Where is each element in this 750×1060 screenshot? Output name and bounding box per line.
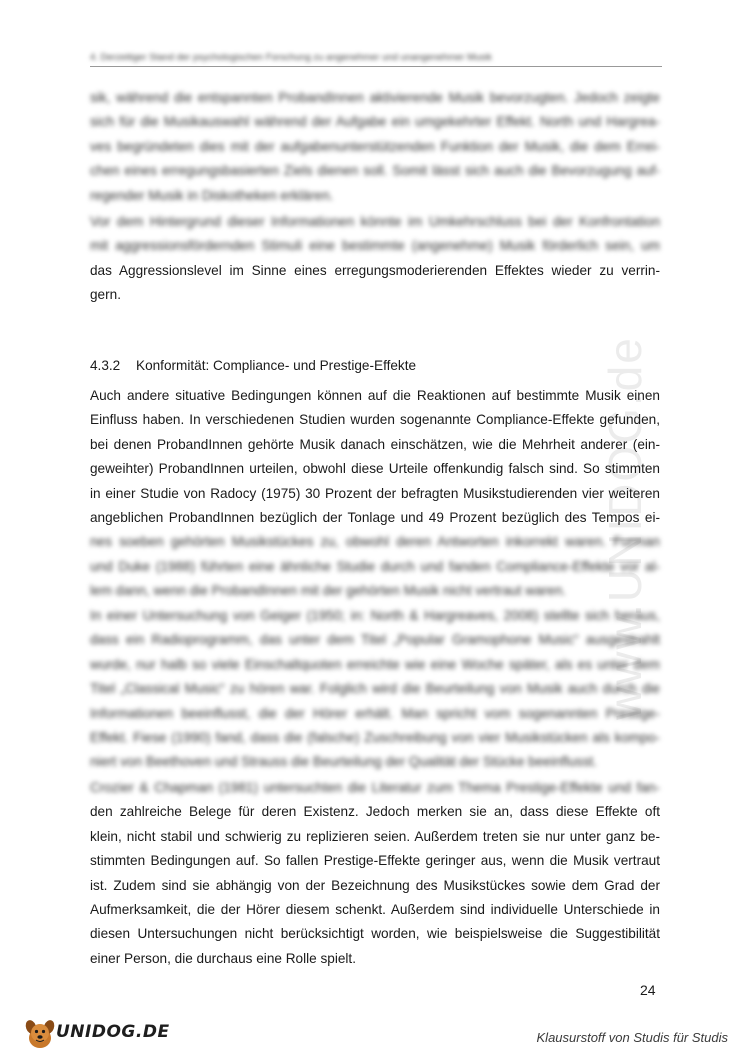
text-line: den zahlreiche Belege für deren Existenz. Jedoch merken sie an, dass diese Effekte oft xyxy=(90,804,660,820)
text-line: ist. Zudem sind sie abhängig von der Bezeichnung des Musikstückes sowie dem Grad der xyxy=(90,877,660,893)
text-line: Aufmerksamkeit, die der Hörer diesem schenkt. Außerdem sind individuelle Unterschiede in xyxy=(90,902,660,918)
text-line: nes soeben gehörten Musikstückes zu, obwohl deren Antworten inkorrekt waren. Furman xyxy=(90,534,660,550)
paragraph-2 xyxy=(90,210,660,308)
text-line: in einer Studie von Radocy (1975) 30 Prozent der befragten Musikstudierenden vier weiteren xyxy=(90,485,660,501)
section-title: Konformität: Compliance- und Prestige-Effekte xyxy=(136,358,417,373)
text-line: Vor dem Hintergrund dieser Informationen könnte im Umkehrschluss bei der Konfrontation xyxy=(90,214,660,229)
logo-text: UNIDOG.DE xyxy=(56,1022,170,1042)
text-line: chen eines erregungsbasierten Ziels dienen soll. Somit lässt sich auch die Bevorzugung auf- xyxy=(90,163,660,179)
text-line: bei denen ProbandInnen gehörte Musik danach einschätzen, wie die Mehrheit anderer (ein- xyxy=(90,436,660,452)
text-line: In einer Untersuchung von Geiger (1950; in: North & Hargreaves, 2008) stellte sich heraus, xyxy=(90,608,660,623)
paragraph-5 xyxy=(90,776,660,971)
text-line: Informationen beeinflusst, die der Hörer erhält. Man spricht vom sogenannten Prestige- xyxy=(90,705,660,721)
text-line: niert von Beethoven und Strauss die Beurteilung der Qualität der Stücke beeinflusst. xyxy=(90,754,598,770)
page-number: 24 xyxy=(640,982,656,998)
text-line: Crozier & Chapman (1981) untersuchten die Literatur zum Thema Prestige-Effekte und fan- xyxy=(90,780,660,795)
paragraph-1 xyxy=(90,86,660,208)
text-line: Titel „Classical Music“ zu hören war. Folglich wird die Beurteilung von Musik auch durch die xyxy=(90,681,660,697)
text-line: gern. xyxy=(90,287,121,303)
text-line: dass ein Radioprogramm, das unter dem Titel „Popular Gramophone Music“ ausgestrahlt xyxy=(90,632,660,648)
running-head: 4. Derzeitiger Stand der psychologischen Forschung zu angenehmer und unangenehmer Musik xyxy=(90,52,492,63)
text-line: das Aggressionslevel im Sinne eines erregungsmoderierenden Effektes wieder zu verrin- xyxy=(90,262,660,278)
text-line: geweihter) ProbandInnen urteilen, obwohl diese Urteile offenkundig falsch sind. So stimmten xyxy=(90,461,660,477)
text-line: mit aggressionsfördernden Stimuli eine bestimmte (angenehme) Musik förderlich sein, um xyxy=(90,238,660,254)
text-line: angeblichen ProbandInnen bezüglich der Tonlage und 49 Prozent bezüglich des Tempos ei- xyxy=(90,510,660,526)
header-rule xyxy=(90,66,662,67)
dog-icon xyxy=(22,1016,58,1052)
text-line: sik, während die entspannten ProbandInnen aktivierende Musik bevorzugten. Jedoch zeigte xyxy=(90,90,660,105)
section-heading xyxy=(90,358,416,373)
footer-slogan: Klausurstoff von Studis für Studis xyxy=(536,1030,728,1045)
text-line: sich für die Musikauswahl während der Aufgabe ein umgekehrter Effekt. North und Hargrea- xyxy=(90,114,660,130)
text-line: lem dann, wenn die ProbandInnen mit der gehörten Musik nicht vertraut waren. xyxy=(90,583,567,599)
section-number: 4.3.2 xyxy=(90,358,121,373)
text-line: diesen Untersuchungen nicht berücksichtigt worden, wie beispielsweise die Suggestibilität xyxy=(90,926,660,942)
text-line: klein, nicht stabil und schwierig zu replizieren seien. Außerdem treten sie nur unter ganz be- xyxy=(90,828,660,844)
text-line: Effekt. Fiese (1990) fand, dass die (falsche) Zuschreibung von vier Musikstücken als kompo- xyxy=(90,730,660,746)
text-line: und Duke (1988) führten eine ähnliche Studie durch und fanden Compliance-Effekte vor al- xyxy=(90,558,660,574)
text-line: einer Person, die durchaus eine Rolle spielt. xyxy=(90,950,356,966)
paragraph-3 xyxy=(90,384,660,604)
paragraph-4 xyxy=(90,604,660,775)
text-line: stimmten Bedingungen auf. So fallen Prestige-Effekte geringer aus, wenn die Musik vertraut xyxy=(90,853,660,869)
watermark: www.UNIDOG.de xyxy=(599,336,651,720)
text-line: Einfluss haben. In verschiedenen Studien wurden sogenannte Compliance-Effekte gefunden, xyxy=(90,412,660,428)
text-line: ves begründeten dies mit der aufgabenunterstützenden Funktion der Musik, die dem Errei- xyxy=(90,138,660,154)
unidog-logo xyxy=(22,1016,182,1052)
text-line: Auch andere situative Bedingungen können auf die Reaktionen auf bestimmte Musik einen xyxy=(90,388,660,403)
text-line: wurde, nur halb so viele Einschaltquoten erreichte wie eine Woche später, als es unter dem xyxy=(90,656,660,672)
text-line: regender Musik in Diskotheken erklären. xyxy=(90,187,334,203)
